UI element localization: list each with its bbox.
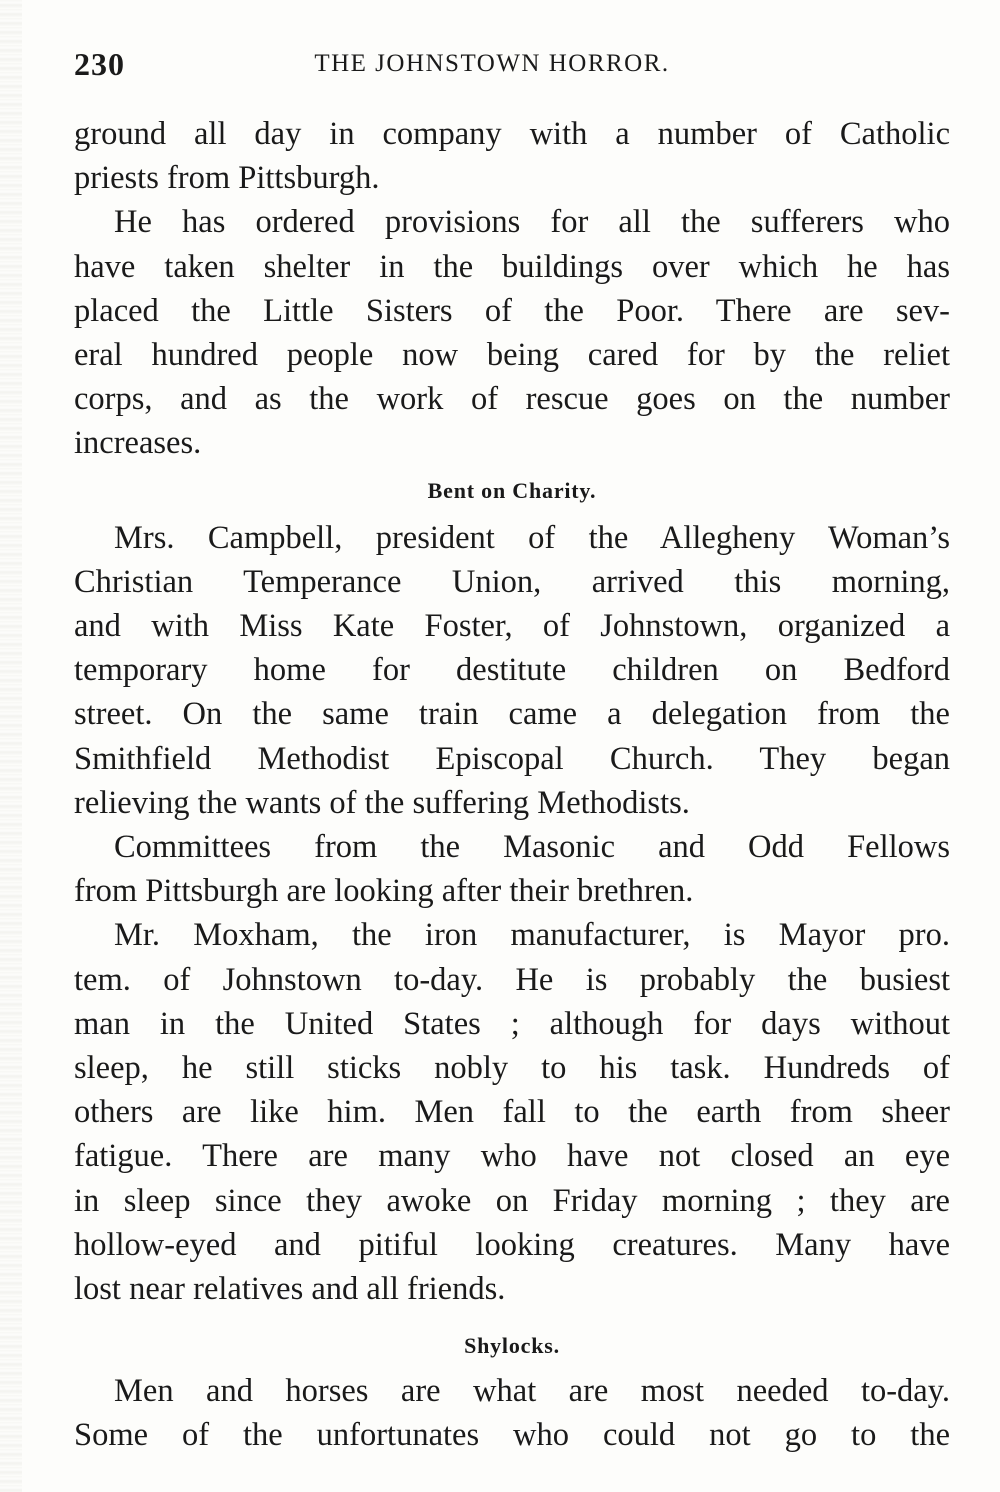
text-line: Mrs. Campbell, president of the Allegheny Woman’s [114,519,950,556]
paragraph-continued [74,112,950,200]
paragraph [74,913,950,1311]
text-line: He has ordered provisions for all the sufferers who [114,204,950,241]
page-body [74,112,950,1458]
text-line: man in the United States ; although for days without [74,1005,950,1042]
text-line: have taken shelter in the buildings over which he has [74,248,950,285]
text-line: tem. of Johnstown to-day. He is probably the busiest [74,961,950,998]
text-line: Some of the unfortunates who could not go to the [74,1417,950,1454]
section-heading: Shylocks. [464,1333,560,1359]
running-title: THE JOHNSTOWN HORROR. [314,50,670,77]
text-line: from Pittsburgh are looking after their brethren. [74,873,694,910]
text-line: priests from Pittsburgh. [74,160,380,197]
text-line: lost near relatives and all friends. [74,1271,506,1308]
text-line: Christian Temperance Union, arrived this morning, [74,563,950,600]
text-line: temporary home for destitute children on Bedford [74,652,950,689]
text-line: ground all day in company with a number of Catholic [74,116,950,152]
text-line: Mr. Moxham, the iron manufacturer, is Mayor pro. [114,917,950,954]
paragraph [74,825,950,913]
paragraph [74,516,950,825]
paragraph [74,1369,950,1457]
page-edge-texture [0,0,22,1492]
text-line: sleep, he still sticks nobly to his task. Hundreds of [74,1050,950,1087]
paragraph [74,200,950,465]
text-line: Men and horses are what are most needed to-day. [114,1373,950,1410]
text-line: Committees from the Masonic and Odd Fellows [114,829,950,866]
text-line: hollow-eyed and pitiful looking creatures. Many have [74,1226,950,1263]
text-line: and with Miss Kate Foster, of Johnstown, organized a [74,608,950,645]
page-header [74,40,950,90]
text-line: fatigue. There are many who have not closed an eye [74,1138,950,1175]
text-line: placed the Little Sisters of the Poor. There are sev- [74,292,950,329]
section-heading: Bent on Charity. [427,477,597,503]
text-line: eral hundred people now being cared for by the reliet [74,337,950,374]
text-line: relieving the wants of the suffering Methodists. [74,784,690,821]
text-line: street. On the same train came a delegation from the [74,696,950,733]
text-line: Smithfield Methodist Episcopal Church. They began [74,740,950,777]
text-line: increases. [74,425,202,462]
text-line: in sleep since they awoke on Friday morning ; they are [74,1182,950,1219]
page-number: 230 [74,46,125,82]
text-line: others are like him. Men fall to the earth from sheer [74,1094,950,1131]
text-line: corps, and as the work of rescue goes on the number [74,381,950,418]
